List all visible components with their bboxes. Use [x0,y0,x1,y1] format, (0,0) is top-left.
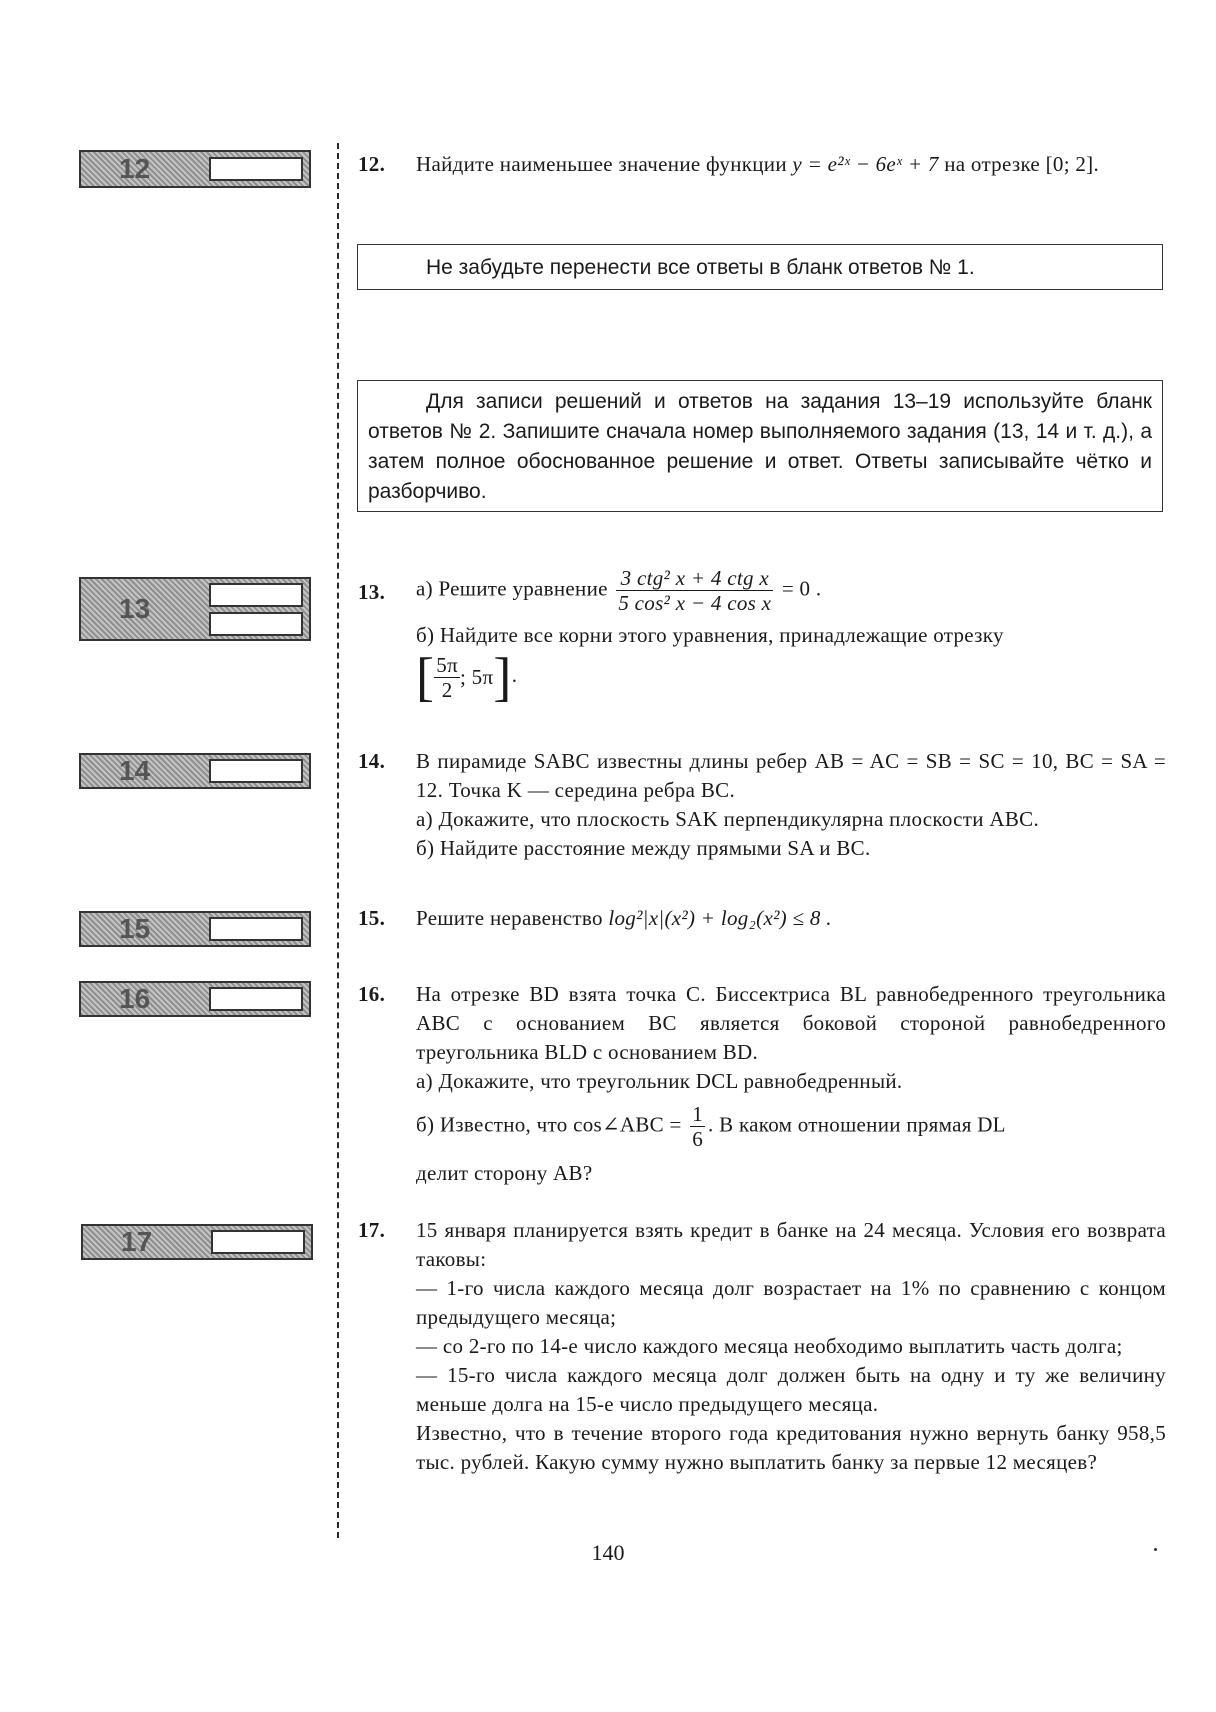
task-b-text: б) Найдите все корни этого уравнения, принадлежащие отрезку [416,623,1004,647]
task-number: 12. [358,152,386,176]
answer-box[interactable] [209,759,303,783]
task-number: 17. [358,1218,386,1242]
tab-number: 16 [119,983,151,1014]
task-text: на отрезке [0; 2]. [938,152,1100,176]
task-number: 13. [358,580,386,604]
task-16 [358,980,1166,1188]
task-15 [358,904,1166,933]
tab-number: 15 [119,913,151,944]
fraction-denominator: 5 cos² x − 4 cos x [618,591,772,615]
answer-box[interactable] [209,583,303,607]
task-b-pre: б) Известно, что cos∠ABC = [416,1112,688,1137]
task-text: 15 января планируется взять кредит в банке на 24 месяца. Условия его возврата таковы: [416,1218,1166,1271]
segment-end: ; 5π [460,664,494,689]
task-text: На отрезке BD взята точка C. Биссектриса BL равнобедренного треугольника ABC с основанием BC является боковой стороной равнобедренного треугольника BLD с основанием BD. [416,982,1166,1064]
condition-3: — 15-го числа каждого месяца долг должен быть на одну и ту же величину меньше долга на 15-е число предыдущего месяца. [416,1363,1166,1416]
cos-fraction [690,1102,705,1151]
task-text: Решите неравенство [416,906,609,930]
task-text: Найдите наименьшее значение функции [416,152,793,176]
condition-1: — 1-го числа каждого месяца долг возрастает на 1% по сравнению с концом предыдущего месяца; [416,1276,1166,1329]
task-12 [358,150,1166,179]
answer-tab-14 [79,753,311,789]
answer-tab-16 [79,981,311,1017]
tab-number: 12 [119,153,151,184]
task-b-text: б) Найдите расстояние между прямыми SA и BC. [416,836,871,860]
answer-tab-15 [79,911,311,947]
task-question: Известно, что в течение второго года кредитования нужно вернуть банку 958,5 тыс. рублей. Какую сумму нужно выплатить банку за первые 12 месяцев? [416,1421,1166,1474]
answer-box[interactable] [209,917,303,941]
task-question: делит сторону AB? [416,1161,593,1185]
page-number: 140 [591,1540,625,1565]
task-number: 14. [358,749,386,773]
segment-numerator: 5π [436,652,458,677]
fraction-numerator: 1 [692,1102,703,1126]
answer-tab-13 [79,577,311,641]
answer-box[interactable] [209,612,303,636]
segment-period: . [511,662,518,687]
answer-box[interactable] [209,157,303,181]
function-formula: y = e²ˣ − 6eˣ + 7 [792,152,939,176]
task-a-label: а) Решите уравнение [416,576,608,601]
segment-denominator: 2 [441,677,453,702]
segment-interval: [ $\frac{5\pi}{2}$ ; 5π ] [416,647,512,707]
task-a-text: а) Докажите, что треугольник DCL равнобедренный. [416,1069,903,1093]
transfer-answers-note [357,244,1163,290]
answer-tab-17 [81,1224,313,1260]
instructions-text: Для записи решений и ответов на задания 13–19 используйте бланк ответов № 2. Запишите сначала номер выполняемого задания (13, 14 и т. д.), а затем полное обоснованное решение и ответ. Ответы записывайте чётко и разборчиво. [368,390,1152,503]
fraction-numerator: 3 ctg² x + 4 ctg x [620,566,769,590]
task-17 [358,1216,1166,1477]
note-text: Не забудьте перенести все ответы в бланк ответов № 1. [426,256,975,279]
task-a-text: а) Докажите, что плоскость SAK перпендикулярна плоскости ABC. [416,807,1040,831]
cut-line [337,143,339,1538]
inequality-formula: log²|x|(x²) + log₂(x²) ≤ 8 . [608,906,832,930]
equation-tail: = 0 . [776,576,822,601]
answer-box[interactable] [209,987,303,1011]
fraction-denominator: 6 [692,1127,703,1151]
task-text: В пирамиде SABC известны длины ребер AB = AC = SB = SC = 10, BC = SA = 12. Точка K — середина ребра BC. [416,749,1166,802]
instructions-box [357,380,1163,512]
answer-box[interactable] [211,1230,305,1254]
task-number: 16. [358,982,386,1006]
equation-fraction [616,566,773,615]
tab-number: 17 [121,1226,153,1257]
condition-2: — со 2-го по 14-е число каждого месяца необходимо выплатить часть долга; [416,1334,1123,1358]
task-13 [358,566,1166,707]
tab-number: 13 [119,593,151,624]
task-number: 15. [358,906,386,930]
task-b-post: . В каком отношении прямая DL [708,1112,1006,1137]
task-14 [358,747,1166,863]
speck [1154,1548,1157,1551]
tab-number: 14 [119,755,151,786]
answer-tab-12 [79,150,311,188]
